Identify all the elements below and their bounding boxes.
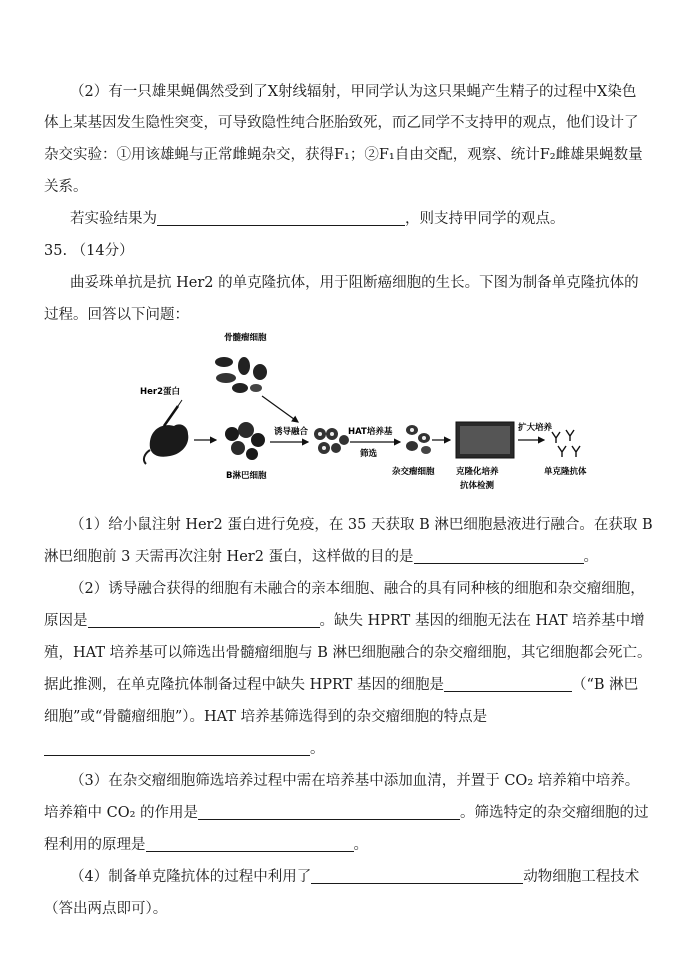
monoclonal-antibody-diagram (120, 322, 590, 500)
q35-3-line2 (44, 801, 649, 822)
q34-part2-line3: 杂交实验：①用该雄蝇与正常雌蝇杂交，获得F₁；②F₁自由交配，观察、统计F₂雌雄果蝇数量 (44, 147, 643, 163)
q35-intro-line2: 过程。回答以下问题： (44, 307, 189, 323)
q35-header: 35. （14分） (44, 243, 134, 259)
q35-2-line2-prefix: 原因是 (44, 613, 88, 629)
q35-3-line2-prefix: 培养箱中 CO₂ 的作用是 (44, 805, 199, 821)
syringe-icon (164, 400, 182, 426)
b-cell-label: B淋巴细胞 (226, 471, 267, 481)
q35-3-line1: （3）在杂交瘤细胞筛选培养过程中需在培养基中添加血清，并置于 CO₂ 培养箱中培养。 (70, 773, 640, 789)
answer-blank[interactable] (146, 836, 354, 852)
q34-part2-line4: 关系。 (44, 179, 88, 195)
q35-4-line2: （答出两点即可）。 (44, 901, 168, 917)
q35-2-line5: 细胞”或“骨髓瘤细胞”）。HAT 培养基筛选得到的杂交瘤细胞的特点是 (44, 709, 488, 725)
q35-2-line1: （2）诱导融合获得的细胞有未融合的亲本细胞、融合的具有同种核的细胞和杂交瘤细胞， (70, 581, 645, 597)
q35-2-line4-suffix: （“B 淋巴 (571, 677, 639, 693)
process-diagram-svg (120, 322, 590, 500)
q35-3-line3-prefix: 程利用的原理是 (44, 837, 146, 853)
mab-label: 单克隆抗体 (544, 467, 587, 477)
answer-blank[interactable] (157, 210, 405, 226)
q35-2-line6 (44, 737, 325, 758)
q35-4-line1-suffix: 动物细胞工程技术 (523, 869, 640, 885)
q34-result-prefix: 若实验结果为 (70, 211, 157, 227)
hat-medium-label: HAT培养基 (348, 427, 393, 437)
myeloma-label: 骨髓瘤细胞 (224, 333, 267, 343)
answer-blank[interactable] (44, 740, 310, 756)
q35-3-line3 (44, 833, 368, 854)
q35-intro-line1: 曲妥珠单抗是抗 Her2 的单克隆抗体，用于阻断癌细胞的生长。下图为制备单克隆抗体的 (70, 275, 639, 291)
antibody-detect-label: 抗体检测 (460, 481, 495, 491)
answer-blank[interactable] (444, 676, 572, 692)
hybridoma-cells-icon (406, 425, 431, 454)
q35-1-line2-prefix: 淋巴细胞前 3 天需再次注射 Her2 蛋白，这样做的目的是 (44, 549, 414, 565)
q35-4-line1 (70, 865, 639, 886)
q35-1-line2 (44, 545, 598, 566)
q35-1-line2-suffix: 。 (583, 549, 599, 565)
q34-part2-line2: 体上某基因发生隐性突变，可导致隐性纯合胚胎致死，而乙同学不支持甲的观点，他们设计了 (44, 115, 639, 131)
q35-2-line4 (44, 673, 638, 694)
culture-plate-icon (456, 422, 514, 458)
fused-cells-icon (314, 428, 349, 454)
q35-2-line2 (44, 609, 645, 630)
her2-label: Her2蛋白 (140, 387, 180, 397)
q35-4-line1-prefix: （4）制备单克隆抗体的过程中利用了 (70, 869, 312, 885)
myeloma-cells-icon (215, 357, 267, 393)
answer-blank[interactable] (198, 804, 460, 820)
q35-2-line6-suffix: 。 (310, 741, 325, 757)
b-cells-icon (225, 422, 265, 460)
hat-screen-label: 筛选 (360, 449, 378, 459)
q34-part2-line1: （2）有一只雄果蝇偶然受到了X射线辐射，甲同学认为这只果蝇产生精子的过程中X染色 (70, 84, 637, 100)
q34-result-suffix: ，则支持甲同学的观点。 (405, 211, 565, 227)
clone-culture-label: 克隆化培养 (456, 467, 499, 477)
answer-blank[interactable] (88, 612, 320, 628)
antibody-icons (552, 430, 580, 457)
answer-blank[interactable] (414, 548, 584, 564)
q35-2-line3: 殖，HAT 培养基可以筛选出骨髓瘤细胞与 B 淋巴细胞融合的杂交瘤细胞，其它细胞都会死亡。 (44, 645, 652, 661)
answer-blank[interactable] (311, 868, 523, 884)
mouse-icon (144, 424, 188, 464)
q35-2-line4-prefix: 据此推测，在单克隆抗体制备过程中缺失 HPRT 基因的细胞是 (44, 677, 444, 693)
induce-fusion-label: 诱导融合 (274, 427, 309, 437)
q34-result-line (70, 207, 565, 228)
q35-3-line2-suffix: 。筛选特定的杂交瘤细胞的过 (460, 805, 649, 821)
q35-1-line1: （1）给小鼠注射 Her2 蛋白进行免疫，在 35 天获取 B 淋巴细胞悬液进行融合。在获取 B (70, 517, 653, 533)
expand-culture-label: 扩大培养 (518, 423, 553, 433)
q35-2-line2-suffix: 。缺失 HPRT 基因的细胞无法在 HAT 培养基中增 (319, 613, 645, 629)
q35-3-line3-suffix: 。 (353, 837, 368, 853)
hybridoma-label: 杂交瘤细胞 (392, 467, 435, 477)
